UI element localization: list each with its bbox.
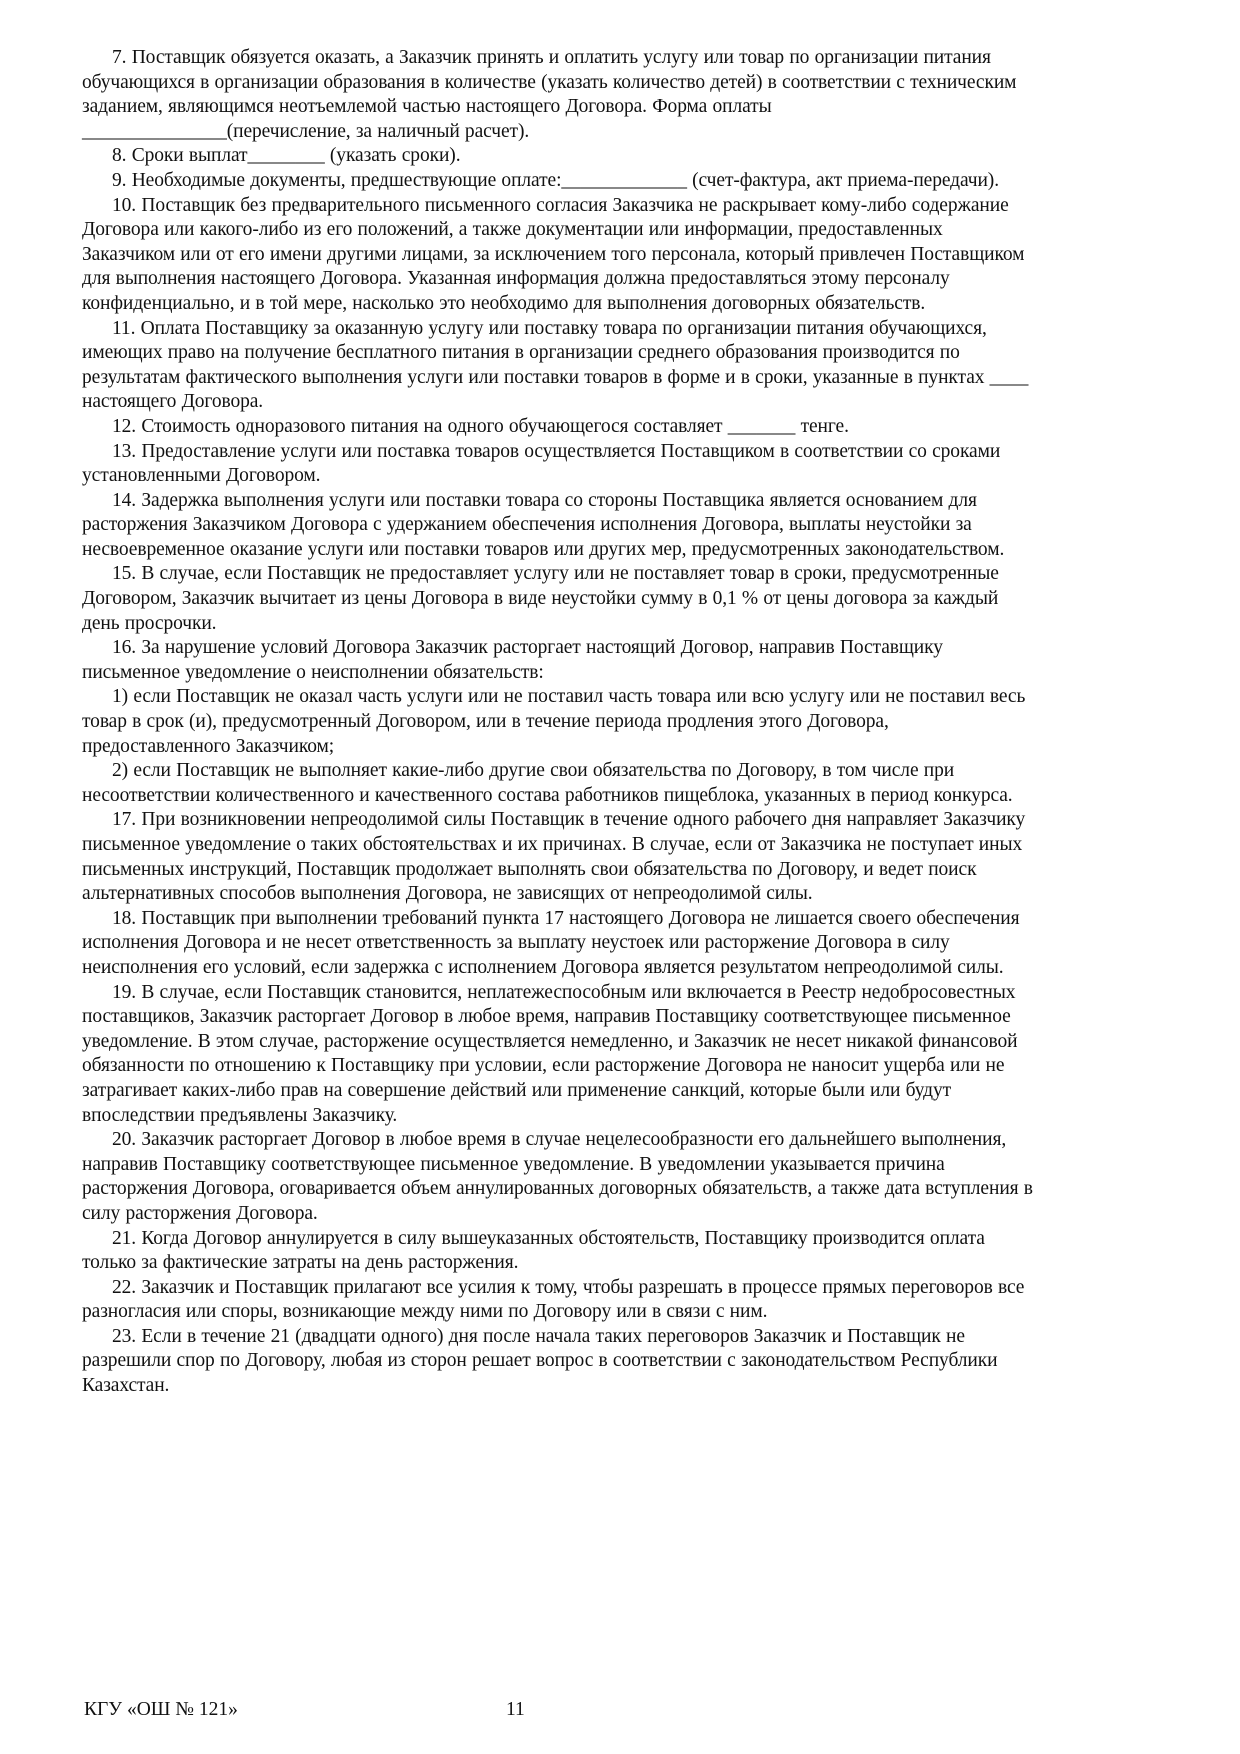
paragraph-16-sub-2: 2) если Поставщик не выполняет какие-либо другие свои обязательства по Договору, в том числе при несоответствии количественного и качественного состава работников пищеблока, указанных в период конкурса. bbox=[82, 760, 1013, 806]
paragraph-16: 16. За нарушение условий Договора Заказчик расторгает настоящий Договор, направив Поставщику письменное уведомление о неисполнении обязательств: bbox=[82, 637, 943, 683]
paragraph-10: 10. Поставщик без предварительного письменного согласия Заказчика не раскрывает кому-либо содержание Договора или какого-либо из его положений, а также документации или информации, предоставленных Заказчиком или от его имени другими лицами, за исключением того персонала, который привлечен Поставщиком для выполнения настоящего Договора. Указанная информация должна предоставляться этому персоналу конфиденциально, и в той мере, насколько это необходимо для выполнения договорных обязательств. bbox=[82, 194, 1025, 314]
paragraph-21: 21. Когда Договор аннулируется в силу вышеуказанных обстоятельств, Поставщику производится оплата только за фактические затраты на день расторжения. bbox=[82, 1227, 985, 1274]
paragraph-12: 12. Стоимость одноразового питания на одного обучающегося составляет _______ тенге. bbox=[112, 415, 849, 437]
paragraph-8: 8. Сроки выплат________ (указать сроки). bbox=[112, 145, 461, 167]
paragraph-18: 18. Поставщик при выполнении требований пункта 17 настоящего Договора не лишается своего обеспечения исполнения Договора и не несет ответственность за выплату неустоек или расторжение Договора в силу неисполнения его условий, если задержка с исполнением Договора является результатом непреодолимой силы. bbox=[82, 907, 1020, 978]
paragraph-14: 14. Задержка выполнения услуги или поставки товара со стороны Поставщика является основанием для расторжения Заказчиком Договора с удержанием обеспечения исполнения Договора, выплаты неустойки за несвоевременное оказание услуги или поставки товаров или других мер, предусмотренных законодательством. bbox=[82, 489, 1005, 560]
paragraph-16-sub-1: 1) если Поставщик не оказал часть услуги или не поставил часть товара или всю услугу или не поставил весь товар в срок (и), предусмотренный Договором, или в течение периода продления этого Договора, предоставленного Заказчиком; bbox=[82, 686, 1026, 757]
paragraph-19: 19. В случае, если Поставщик становится, неплатежеспособным или включается в Реестр недобросовестных поставщиков, Заказчик расторгает Договор в любое время, направив Поставщику соответствующее письменное уведомление. В этом случае, расторжение осуществляется немедленно, и Заказчик не несет никакой финансовой обязанности по отношению к Поставщику при условии, если расторжение Договора не наносит ущерба или не затрагивает каких-либо прав на совершение действий или применение санкций, которые были или будут впоследствии предъявлены Заказчику. bbox=[82, 981, 1018, 1126]
paragraph-13: 13. Предоставление услуги или поставка товаров осуществляется Поставщиком в соответствии со сроками установленными Договором. bbox=[82, 440, 1001, 487]
footer-page-number: 11 bbox=[506, 1699, 525, 1720]
paragraph-23: 23. Если в течение 21 (двадцати одного) дня после начала таких переговоров Заказчик и Поставщик не разрешили спор по Договору, любая из сторон решает вопрос в соответствии с законодательством Республики Казахстан. bbox=[82, 1325, 998, 1397]
footer-school-name: КГУ «ОШ № 121» bbox=[84, 1699, 238, 1720]
paragraph-11: 11. Оплата Поставщику за оказанную услугу или поставку товара по организации питания обучающихся, имеющих право на получение бесплатного питания в организации среднего образования производится по результатам фактического выполнения услуги или поставки товаров в форме и в сроки, указанные в пунктах ____ настоящего Договора. bbox=[82, 317, 1029, 413]
paragraph-7: 7. Поставщик обязуется оказать, а Заказчик принять и оплатить услугу или товар по организации питания обучающихся в организации образования в количестве (указать количество детей) в соответствии с техническим заданием, являющимся неотъемлемой частью настоящего Договора. Форма оплаты _______________(перечисление, за наличный расчет). bbox=[82, 47, 1017, 142]
paragraph-15: 15. В случае, если Поставщик не предоставляет услугу или не поставляет товар в сроки, предусмотренные Договором, Заказчик вычитает из цены Договора в виде неустойки сумму в 0,1 % от цены договора за каждый день просрочки. bbox=[82, 563, 999, 634]
paragraph-9: 9. Необходимые документы, предшествующие оплате:_____________ (счет-фактура, акт приема-передачи). bbox=[112, 169, 999, 191]
paragraph-17: 17. При возникновении непреодолимой силы Поставщик в течение одного рабочего дня направляет Заказчику письменное уведомление о таких обстоятельствах и их причинах. В случае, если от Заказчика не поступает иных письменных инструкций, Поставщик продолжает выполнять свои обязательства по Договору, и ведет поиск альтернативных способов выполнения Договора, не зависящих от непреодолимой силы. bbox=[82, 809, 1026, 905]
page-footer bbox=[0, 1698, 1240, 1728]
contract-body bbox=[82, 46, 1038, 1399]
paragraph-22: 22. Заказчик и Поставщик прилагают все усилия к тому, чтобы разрешать в процессе прямых переговоров все разногласия или споры, возникающие между ними по Договору или в связи с ним. bbox=[82, 1276, 1025, 1323]
paragraph-20: 20. Заказчик расторгает Договор в любое время в случае нецелесообразности его дальнейшего выполнения, направив Поставщику соответствующее письменное уведомление. В уведомлении указывается причина расторжения Договора, оговаривается объем аннулированных договорных обязательств, а также дата вступления в силу расторжения Договора. bbox=[82, 1129, 1033, 1224]
